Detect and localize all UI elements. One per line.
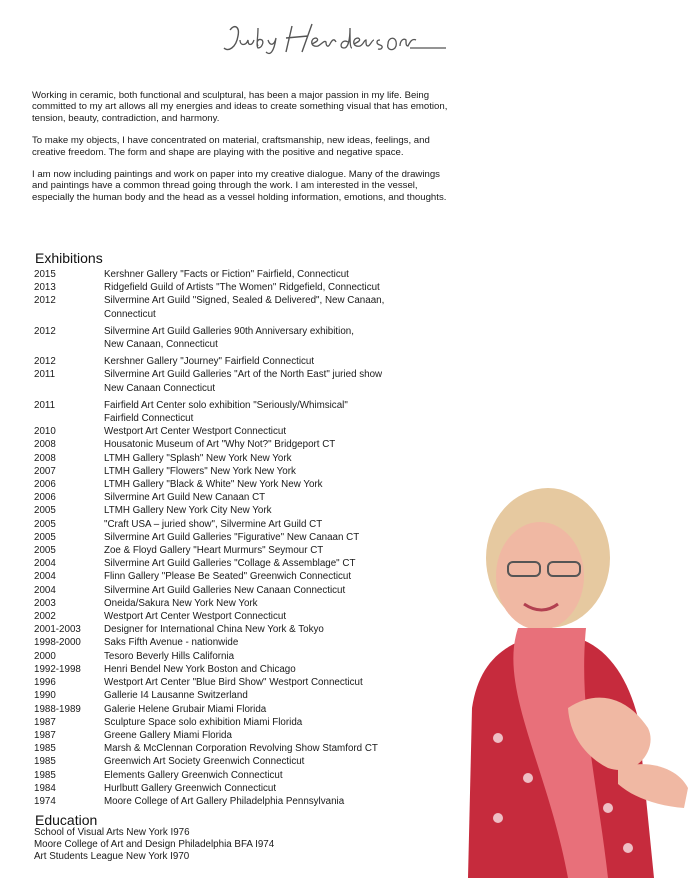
exhibition-year: 2015 [34, 269, 56, 280]
exhibition-year: 2005 [34, 505, 56, 517]
exhibition-year: 1985 [34, 769, 56, 781]
exhibition-row [34, 570, 454, 583]
exhibition-row [34, 795, 454, 808]
exhibition-text: Westport Art Center Westport Connecticut [104, 611, 287, 623]
exhibition-row [34, 325, 454, 338]
education-row: Moore College of Art and Design Philadelphia BFA I974 [34, 839, 275, 851]
exhibition-text: New Canaan Connecticut [104, 382, 216, 394]
exhibition-year: 2004 [34, 584, 56, 596]
exhibition-text: Sculpture Space solo exhibition Miami Florida [104, 716, 303, 728]
exhibition-year [34, 412, 104, 425]
exhibition-year: 2001-2003 [34, 624, 81, 636]
exhibition-row [34, 544, 454, 557]
exhibition-text: LTMH Gallery New York City New York [104, 505, 272, 517]
exhibition-year: 1984 [34, 782, 56, 794]
exhibition-year [34, 308, 104, 321]
exhibition-row [34, 355, 454, 368]
exhibition-text: Saks Fifth Avenue - nationwide [104, 637, 239, 649]
exhibition-year: 1998-2000 [34, 637, 81, 649]
exhibition-year: 2008 [34, 439, 56, 451]
exhibition-year: 1987 [34, 729, 56, 741]
exhibition-year: 1990 [34, 690, 56, 702]
exhibition-row [34, 412, 454, 425]
exhibition-year: 2005 [34, 531, 56, 543]
exhibition-year: 1985 [34, 756, 56, 768]
exhibition-row [34, 769, 454, 782]
exhibition-year: 2003 [34, 597, 56, 609]
exhibition-row [34, 368, 454, 381]
exhibition-text: Elements Gallery Greenwich Connecticut [104, 769, 283, 781]
exhibition-text: Moore College of Art Gallery Philadelphia Pennsylvania [104, 795, 345, 807]
education-heading: Education [35, 812, 98, 828]
exhibition-text: Marsh & McClennan Corporation Revolving Show Stamford CT [104, 743, 378, 755]
exhibition-text: New Canaan, Connecticut [104, 339, 218, 351]
exhibition-row [34, 755, 454, 768]
exhibition-year: 2006 [34, 492, 56, 504]
exhibition-text: Galerie Helene Grubair Miami Florida [104, 703, 267, 715]
exhibition-text: Westport Art Center "Blue Bird Show" Westport Connecticut [104, 677, 363, 689]
exhibition-text: Greene Gallery Miami Florida [104, 729, 232, 741]
exhibition-year: 2006 [34, 479, 56, 491]
intro-text [32, 90, 452, 214]
exhibition-row [34, 716, 454, 729]
signature [220, 18, 450, 66]
exhibition-row [34, 742, 454, 755]
exhibition-row [34, 689, 454, 702]
exhibition-year: 2008 [34, 452, 56, 464]
exhibition-year: 2012 [34, 356, 56, 368]
exhibition-row [34, 557, 454, 570]
exhibition-year: 1987 [34, 716, 56, 728]
exhibition-text: Silvermine Art Guild "Signed, Sealed & Delivered", New Canaan, [104, 295, 385, 307]
exhibition-text: Kershner Gallery "Facts or Fiction" Fairfield, Connecticut [104, 269, 349, 280]
exhibition-row [34, 294, 454, 307]
exhibition-text: Westport Art Center Westport Connecticut [104, 426, 287, 438]
exhibition-text: Housatonic Museum of Art "Why Not?" Bridgeport CT [104, 439, 336, 451]
exhibition-text: Silvermine Art Guild Galleries 90th Anniversary exhibition, [104, 325, 354, 337]
exhibition-text: Silvermine Art Guild Galleries "Art of the North East" juried show [104, 369, 383, 381]
exhibition-year: 2013 [34, 282, 56, 294]
exhibition-row [34, 504, 454, 517]
artist-photo [458, 488, 694, 878]
education-list [34, 827, 274, 864]
exhibition-row [34, 438, 454, 451]
exhibition-text: Oneida/Sakura New York New York [104, 597, 258, 609]
exhibition-row [34, 650, 454, 663]
exhibition-row [34, 452, 454, 465]
exhibition-row [34, 338, 454, 351]
exhibition-text: Designer for International China New York & Tokyo [104, 624, 324, 636]
exhibition-row [34, 597, 454, 610]
exhibition-year: 1985 [34, 743, 56, 755]
exhibition-year: 1996 [34, 677, 56, 689]
exhibition-row [34, 268, 454, 281]
exhibition-text: Ridgefield Guild of Artists "The Women" Ridgefield, Connecticut [104, 282, 380, 294]
exhibition-year: 2012 [34, 295, 56, 307]
exhibition-year: 2011 [34, 399, 56, 411]
exhibition-year: 2004 [34, 571, 56, 583]
exhibition-row [34, 382, 454, 395]
exhibition-row [34, 676, 454, 689]
exhibition-row [34, 425, 454, 438]
exhibition-text: Fairfield Art Center solo exhibition "Seriously/Whimsical" [104, 399, 348, 411]
exhibition-row [34, 308, 454, 321]
exhibition-year: 2005 [34, 545, 56, 557]
education-row: School of Visual Arts New York I976 [34, 827, 190, 838]
signature-graphic [220, 18, 450, 66]
exhibition-text: Zoe & Floyd Gallery "Heart Murmurs" Seymour CT [104, 545, 324, 557]
exhibition-row [34, 531, 454, 544]
exhibition-row [34, 623, 454, 636]
exhibition-text: Henri Bendel New York Boston and Chicago [104, 663, 296, 675]
exhibition-row [34, 518, 454, 531]
exhibition-row [34, 399, 454, 412]
intro-paragraph: To make my objects, I have concentrated on material, craftsmanship, new ideas, feelings, and creative freedom. The form and shape are playing with the positive and negative space. [32, 135, 430, 158]
exhibition-row [34, 703, 454, 716]
exhibition-year: 2000 [34, 650, 56, 662]
exhibition-row [34, 584, 454, 597]
exhibition-text: LTMH Gallery "Flowers" New York New York [104, 465, 296, 477]
education-row: Art Students League New York I970 [34, 851, 190, 863]
exhibition-year: 1992-1998 [34, 663, 81, 675]
intro-paragraph: I am now including paintings and work on paper into my creative dialogue. Many of the drawings and paintings have a common thread going through the work. I am interested in the vessel, especially the human body and the head as a vessel holding information, emotions, and thoughts. [32, 169, 447, 203]
exhibition-text: LTMH Gallery "Black & White" New York New York [104, 479, 323, 491]
exhibition-text: Silvermine Art Guild New Canaan CT [104, 492, 266, 504]
exhibition-row [34, 478, 454, 491]
exhibition-text: Flinn Gallery "Please Be Seated" Greenwich Connecticut [104, 571, 352, 583]
exhibition-row [34, 782, 454, 795]
exhibition-year: 2010 [34, 426, 56, 438]
exhibition-year: 2004 [34, 558, 56, 570]
exhibitions-list [34, 268, 454, 808]
exhibition-row [34, 729, 454, 742]
exhibition-row [34, 281, 454, 294]
exhibition-year: 2007 [34, 465, 56, 477]
exhibition-text: Fairfield Connecticut [104, 413, 194, 425]
exhibition-text: Silvermine Art Guild Galleries "Collage & Assemblage" CT [104, 558, 356, 570]
exhibition-text: Greenwich Art Society Greenwich Connecticut [104, 756, 305, 768]
exhibition-year: 2005 [34, 518, 56, 530]
exhibition-year: 1988-1989 [34, 703, 81, 715]
exhibition-text: Gallerie I4 Lausanne Switzerland [104, 690, 248, 702]
exhibition-text: "Craft USA – juried show", Silvermine Art Guild CT [104, 518, 323, 530]
intro-paragraph: Working in ceramic, both functional and sculptural, has been a major passion in my life. Being committed to my art allows all my energies and ideas to create something visual that has emotion, tension, beauty, contradiction, and harmony. [32, 90, 448, 124]
exhibition-year: 2012 [34, 325, 56, 337]
exhibition-text: Connecticut [104, 308, 156, 320]
exhibition-text: Kershner Gallery "Journey" Fairfield Connecticut [104, 356, 315, 368]
exhibition-year: 2002 [34, 611, 56, 623]
exhibition-text: Tesoro Beverly Hills California [104, 650, 235, 662]
exhibitions-heading: Exhibitions [35, 250, 103, 266]
exhibition-text: Silvermine Art Guild Galleries New Canaan Connecticut [104, 584, 346, 596]
exhibition-text: LTMH Gallery "Splash" New York New York [104, 452, 292, 464]
exhibition-year [34, 382, 104, 395]
exhibition-year [34, 338, 104, 351]
exhibition-row [34, 663, 454, 676]
exhibition-year: 1974 [34, 795, 56, 807]
exhibition-text: Silvermine Art Guild Galleries "Figurative" New Canaan CT [104, 531, 360, 543]
exhibition-row [34, 636, 454, 649]
exhibition-row [34, 465, 454, 478]
exhibition-text: Hurlbutt Gallery Greenwich Connecticut [104, 782, 277, 794]
exhibition-year: 2011 [34, 369, 56, 381]
exhibition-row [34, 491, 454, 504]
exhibition-row [34, 610, 454, 623]
